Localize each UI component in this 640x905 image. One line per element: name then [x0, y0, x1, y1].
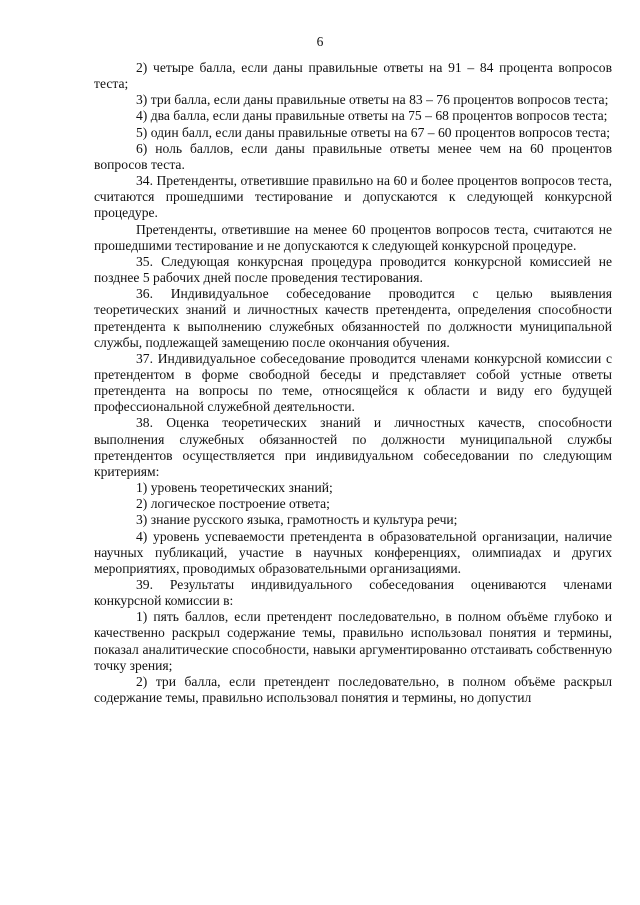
paragraph-score-four: 2) четыре балла, если даны правильные ответы на 91 – 84 процента вопросов теста; — [94, 60, 612, 92]
criterion-russian-language: 3) знание русского языка, грамотность и культура речи; — [136, 512, 458, 528]
page-number: 6 — [316, 34, 324, 49]
paragraph-score-one: 5) один балл, если даны правильные ответы на 67 – 60 процентов вопросов теста; — [136, 124, 611, 140]
interview-score-five: 1) пять баллов, если претендент последовательно, в полном объёме глубоко и качественно раскрыл содержание темы, правильно использовал понятия и термины, показал аналитические способности, навыки аргументированно отстаивать собственную точку зрения; — [94, 609, 612, 673]
paragraph-item-34: 34. Претенденты, ответившие правильно на 60 и более процентов вопросов теста, считаются прошедшими тестирование и допускаются к следующей конкурсной процедуре. — [94, 173, 612, 221]
paragraph-item-38: 38. Оценка теоретических знаний и личностных качеств, способности выполнения служебных обязанностей по должности муниципальной службы претендентов осуществляется при индивидуальном собеседовании по следующим критериям: — [94, 415, 612, 479]
paragraph-item-39: 39. Результаты индивидуального собеседования оцениваются членами конкурсной комиссии в: — [94, 577, 612, 609]
criterion-logical-answer: 2) логическое построение ответа; — [136, 496, 330, 512]
paragraph-item-36: 36. Индивидуальное собеседование проводится с целью выявления теоретических знаний и личностных качеств претендента, определения способности претендента к выполнению служебных обязанностей по должности муниципальной службы, подлежащей замещению после окончания обучения. — [94, 286, 612, 350]
paragraph-item-37: 37. Индивидуальное собеседование проводится членами конкурсной комиссии с претендентом в форме свободной беседы и представляет собой устные ответы претендента на вопросы по теме, относящейся к области и виду его будущей профессиональной служебной деятельности. — [94, 350, 612, 415]
paragraph-score-three: 3) три балла, если даны правильные ответы на 83 – 76 процентов вопросов теста; — [136, 92, 609, 108]
paragraph-item-34-continued: Претенденты, ответившие на менее 60 процентов вопросов теста, считаются не прошедшими тестирование и не допускаются к следующей конкурсной процедуре. — [94, 221, 612, 253]
document-body — [94, 60, 612, 706]
paragraph-score-zero: 6) ноль баллов, если даны правильные ответы менее чем на 60 процентов вопросов теста. — [94, 140, 612, 172]
interview-score-three: 2) три балла, если претендент последовательно, в полном объёме раскрыл содержание темы, правильно использовал понятия и термины, но допустил — [94, 673, 612, 706]
paragraph-score-two: 4) два балла, если даны правильные ответы на 75 – 68 процентов вопросов теста; — [136, 108, 608, 124]
criterion-theory-knowledge: 1) уровень теоретических знаний; — [136, 480, 333, 496]
paragraph-item-35: 35. Следующая конкурсная процедура проводится конкурсной комиссией не позднее 5 рабочих дней после проведения тестирования. — [94, 253, 612, 286]
criterion-academic-performance: 4) уровень успеваемости претендента в образовательной организации, наличие научных публикаций, участие в научных конференциях, олимпиадах и других мероприятиях, проводимых образовательными организациями. — [94, 528, 612, 576]
